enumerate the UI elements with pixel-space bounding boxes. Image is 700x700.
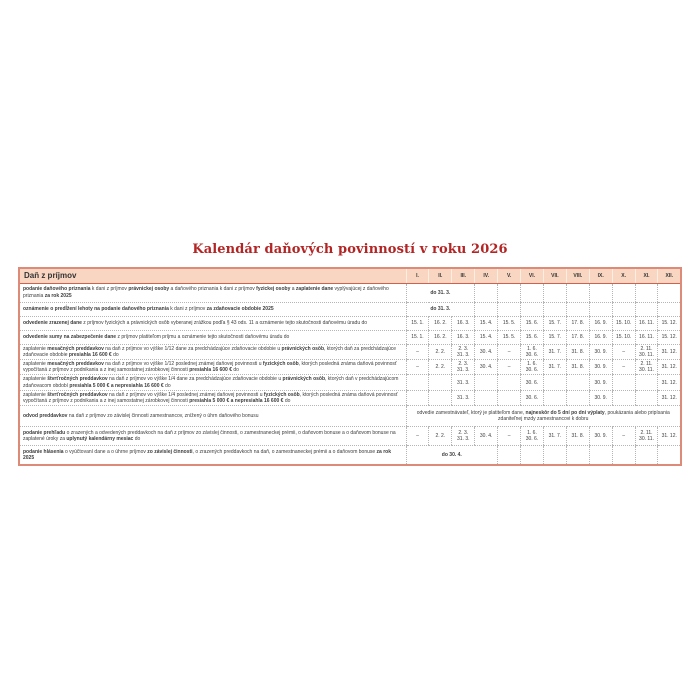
deadline-cell: 16. 11. [635,330,658,344]
deadline-cell: 16. 2. [429,330,452,344]
table-row [19,359,681,374]
month-header: VII. [543,268,566,283]
description-text: o zrazených a odvedených preddavkoch na daň z príjmov zo závislej činnosti, o zamestnaneckej prémii, o daňovom bonuse a o daňovom bonuse na zaplatené úroky za [23,429,396,443]
deadline-cell [475,375,498,390]
deadline-cell: 15. 1. [406,330,429,344]
deadline-cell: 2. 11. 30. 11. [635,344,658,359]
deadline-cell [475,302,498,316]
description-text-bold: odvod preddavkov [23,413,68,420]
obligation-description [19,359,406,374]
deadline-cell [521,283,544,302]
description-text-bold: za rok 2025 [44,292,72,299]
deadline-cell [589,302,612,316]
description-text-bold: presiahla 5 000 € a nepresiahla 16 600 € [69,382,164,389]
month-header: II. [429,268,452,283]
table-row [19,283,681,302]
description-text-bold: štvrťročných preddavkov [47,376,108,383]
deadline-cell: – [612,344,635,359]
deadline-cell: 15. 12. [658,330,681,344]
deadline-cell [498,302,521,316]
description-text-bold: fyzických osôb [263,391,300,398]
month-header: IX. [589,268,612,283]
deadline-cell [566,283,589,302]
deadline-cell [498,375,521,390]
description-text-bold: podanie prehľadu [23,429,66,436]
deadline-cell: 17. 8. [566,330,589,344]
deadline-cell: 31. 12. [658,390,681,405]
deadline-cell: – [498,344,521,359]
table-row [19,375,681,390]
deadline-cell [635,446,658,465]
description-text-bold: uplynutý kalendárny mesiac [66,436,134,443]
deadline-cell [543,375,566,390]
description-text-bold: oznámenie o predĺžení lehoty na podanie daňového priznania [23,305,169,312]
deadline-cell [498,283,521,302]
deadline-cell: 30. 6. [521,375,544,390]
obligation-description [19,406,406,427]
deadline-cell: 15. 6. [521,330,544,344]
calendar-page [18,242,682,466]
description-text-bold: fyzických osôb [262,360,299,367]
obligation-description [19,344,406,359]
deadline-cell [635,375,658,390]
month-header: I. [406,268,429,283]
month-header: X. [612,268,635,283]
description-text-bold: právnických osôb [282,376,326,383]
table-row [19,302,681,316]
deadline-cell: 31. 7. [543,344,566,359]
deadline-cell: 15. 7. [543,330,566,344]
description-text: do [283,397,291,404]
deadline-cell: – [406,427,429,446]
deadline-cell: 31. 8. [566,344,589,359]
page-title: Kalendár daňových povinností v roku 2026 [192,242,508,257]
table-header-row [19,268,681,283]
deadline-cell: 1. 6. 30. 6. [521,344,544,359]
description-text: vyplývajúcej z daňového priznania [23,286,389,299]
deadline-cell: 30. 9. [589,359,612,374]
month-header: XII. [658,268,681,283]
month-header: XI. [635,268,658,283]
deadline-cell [612,283,635,302]
description-text: a [290,286,296,293]
deadline-cell: 15. 12. [658,316,681,330]
description-text: na daň z príjmov vo výške 1/4 poslednej známej daňovej povinnosti u [107,391,264,398]
table-row [19,406,681,427]
description-text: zaplatenie [23,345,48,352]
deadline-cell: 1. 6. 30. 6. [521,359,544,374]
obligation-description [19,446,406,465]
deadline-cell [543,283,566,302]
deadline-cell [566,375,589,390]
description-text: do [163,382,171,389]
deadline-cell [498,390,521,405]
description-text-bold: presiahla 16 600 € [68,351,112,358]
description-text: z príjmov fyzických a právnických osôb vyberanej zrážkou podľa § 43 ods. 11 a oznámenie tejto skutočnosti daňovému úradu do [81,319,368,326]
deadline-cell: 15. 6. [521,316,544,330]
description-text: k dani z príjmov [90,286,129,293]
deadline-cell [612,302,635,316]
description-text: , ktorých posledná známa daňová povinnosť vypočítaná z príjmov z podnikania a z inej samostatnej zárobkovej činnosti [23,391,398,404]
description-text: , ktorých daň za predchádzajúce zdaňovacie obdobie [23,345,397,358]
obligation-description [19,375,406,390]
deadline-cell [589,283,612,302]
table-body [19,283,681,465]
deadline-cell: – [498,359,521,374]
deadline-cell: 15. 10. [612,330,635,344]
deadline-cell [635,283,658,302]
deadline-cell [566,390,589,405]
deadline-cell [543,390,566,405]
description-text-bold: mesačných preddavkov [47,360,104,367]
deadline-cell: 30. 6. [521,390,544,405]
deadline-cell: 2. 3. 31. 3. [452,344,475,359]
month-header: IV. [475,268,498,283]
description-text: na daň z príjmov vo výške 1/4 dane za predchádzajúce zdaňovacie obdobie u [107,376,283,383]
deadline-cell: 15. 4. [475,330,498,344]
deadline-cell [406,375,429,390]
deadline-cell: do 31. 3. [406,283,475,302]
deadline-cell: 30. 9. [589,344,612,359]
deadline-cell: 30. 9. [589,427,612,446]
description-text-bold: štvrťročných preddavkov [47,391,108,398]
deadline-cell: 31. 12. [658,359,681,374]
deadline-cell: 31. 7. [543,359,566,374]
deadline-cell [521,446,544,465]
deadline-cell: 15. 5. [498,330,521,344]
description-text: , ktorých daň v predchádzajúcom zdaňovacom období [23,376,399,389]
note-cell [406,406,681,427]
deadline-cell: 2. 2. [429,359,452,374]
description-text: , o zrazených preddavkoch na daň, o zamestnaneckej prémii a o daňovom bonuse [192,448,377,455]
deadline-cell: 15. 5. [498,316,521,330]
deadline-cell: do 31. 3. [406,302,475,316]
description-text-bold: najneskôr do 5 dní po dni výplaty [525,409,605,416]
deadline-cell: 30. 4. [475,344,498,359]
deadline-cell: – [406,359,429,374]
description-text: zaplatenie [23,360,48,367]
deadline-cell: 16. 2. [429,316,452,330]
description-text-bold: podanie hlásenia [23,448,64,455]
description-text: , ktorých posledná známa daňová povinnosť vypočítaná z príjmov z podnikania a z inej samostatnej zárobkovej činnosti [23,360,397,374]
section-title: Daň z príjmov [19,268,406,283]
description-text-bold: zo závislej činnosti [147,448,193,455]
deadline-cell [612,375,635,390]
description-text-bold: odvedenie zrazenej dane [23,319,82,326]
deadline-cell [429,375,452,390]
deadline-cell: 30. 9. [589,390,612,405]
description-text: do [232,367,239,374]
deadline-cell: 17. 8. [566,316,589,330]
deadline-cell [658,446,681,465]
deadline-cell [566,446,589,465]
description-text-bold: mesačných preddavkov [47,345,104,352]
description-text-bold: presiahla 16 600 € [189,367,233,374]
deadline-cell: do 30. 4. [406,446,498,465]
description-text-bold: podanie daňového priznania [23,286,91,293]
description-text: , poukázania alebo pripísania zdaniteľnej mzdy zamestnancovi k dobru [498,409,670,423]
description-text: na daň z príjmov vo výške 1/12 poslednej známej daňovej povinnosti u [103,360,263,367]
description-text-bold: za zdaňovacie obdobie 2025 [206,305,274,312]
deadline-cell: 31. 8. [566,427,589,446]
description-text: a daňového priznania k dani z príjmov [169,286,257,293]
deadline-cell: 16. 11. [635,316,658,330]
deadline-cell: 16. 3. [452,330,475,344]
deadline-cell [543,302,566,316]
deadline-cell: 2. 3. 31. 3. [452,359,475,374]
deadline-cell: 30. 4. [475,359,498,374]
deadline-cell [566,302,589,316]
description-text-bold: presiahla 5 000 € a nepresiahla 16 600 € [189,397,284,404]
description-text: do [133,436,141,443]
description-text: zaplatenie [23,391,48,398]
table-row [19,446,681,465]
deadline-cell: 31. 8. [566,359,589,374]
deadline-cell: – [612,359,635,374]
obligation-description [19,302,406,316]
deadline-cell [635,390,658,405]
deadline-cell: 15. 7. [543,316,566,330]
deadline-cell [498,446,521,465]
deadline-cell: 15. 10. [612,316,635,330]
deadline-cell: 15. 4. [475,316,498,330]
description-text: na daň z príjmov zo závislej činnosti zamestnancov, znížený o úhrn daňového bonusu [67,413,259,420]
deadline-cell: 31. 12. [658,427,681,446]
deadline-cell: 31. 3. [452,390,475,405]
description-text-bold: za rok 2025 [23,448,391,461]
deadline-cell [658,302,681,316]
deadline-cell: 1. 6. 30. 6. [521,427,544,446]
deadline-cell: – [612,427,635,446]
deadline-cell: 16. 3. [452,316,475,330]
description-text-bold: právnickej osoby [128,286,170,293]
deadline-cell: 31. 12. [658,375,681,390]
description-text: z príjmov platiteľom príjmu a oznámenie tejto skutočnosti daňovému úradu do [116,333,290,340]
deadline-cell: 31. 7. [543,427,566,446]
deadline-cell [475,283,498,302]
deadline-cell [406,390,429,405]
obligation-description [19,316,406,330]
deadline-cell: 2. 11. 30. 11. [635,427,658,446]
month-header: VIII. [566,268,589,283]
deadline-cell: 2. 2. [429,427,452,446]
deadline-cell [612,446,635,465]
deadline-cell: 16. 9. [589,330,612,344]
deadline-cell: 15. 1. [406,316,429,330]
description-text-bold: odvedenie sumy na zabezpečenie dane [23,333,117,340]
deadline-cell: 30. 4. [475,427,498,446]
deadline-cell: 16. 9. [589,316,612,330]
table-row [19,330,681,344]
obligation-description [19,390,406,405]
deadline-cell [612,390,635,405]
deadline-cell: – [406,344,429,359]
table-row [19,344,681,359]
tax-calendar-table [18,267,682,466]
description-text: do [111,351,119,358]
deadline-cell: 30. 9. [589,375,612,390]
deadline-cell: 31. 3. [452,375,475,390]
deadline-cell: – [498,427,521,446]
table-row [19,390,681,405]
month-header: III. [452,268,475,283]
obligation-description [19,330,406,344]
table-row [19,316,681,330]
deadline-cell [543,446,566,465]
deadline-cell [635,302,658,316]
deadline-cell [429,390,452,405]
description-text-bold: zaplatenie dane [295,286,334,293]
deadline-cell [475,390,498,405]
deadline-cell: 2. 3. 31. 3. [452,427,475,446]
description-text-bold: fyzickej osoby [256,286,291,293]
deadline-cell: 31. 12. [658,344,681,359]
description-text: zaplatenie [23,376,48,383]
description-text: o vyúčtovaní dane a o úhrne príjmov [63,448,148,455]
obligation-description [19,283,406,302]
description-text: odvedie zamestnávateľ, ktorý je platiteľom dane, [416,409,526,416]
deadline-cell [521,302,544,316]
description-text: k dani z príjmov [168,305,207,312]
table-row [19,427,681,446]
deadline-cell [589,446,612,465]
deadline-cell: 2. 2. [429,344,452,359]
obligation-description [19,427,406,446]
month-header: VI. [521,268,544,283]
month-header: V. [498,268,521,283]
description-text-bold: právnických osôb [281,345,325,352]
deadline-cell [658,283,681,302]
deadline-cell: 2. 11. 30. 11. [635,359,658,374]
description-text: na daň z príjmov vo výške 1/12 dane za predchádzajúce zdaňovacie obdobie u [103,345,282,352]
